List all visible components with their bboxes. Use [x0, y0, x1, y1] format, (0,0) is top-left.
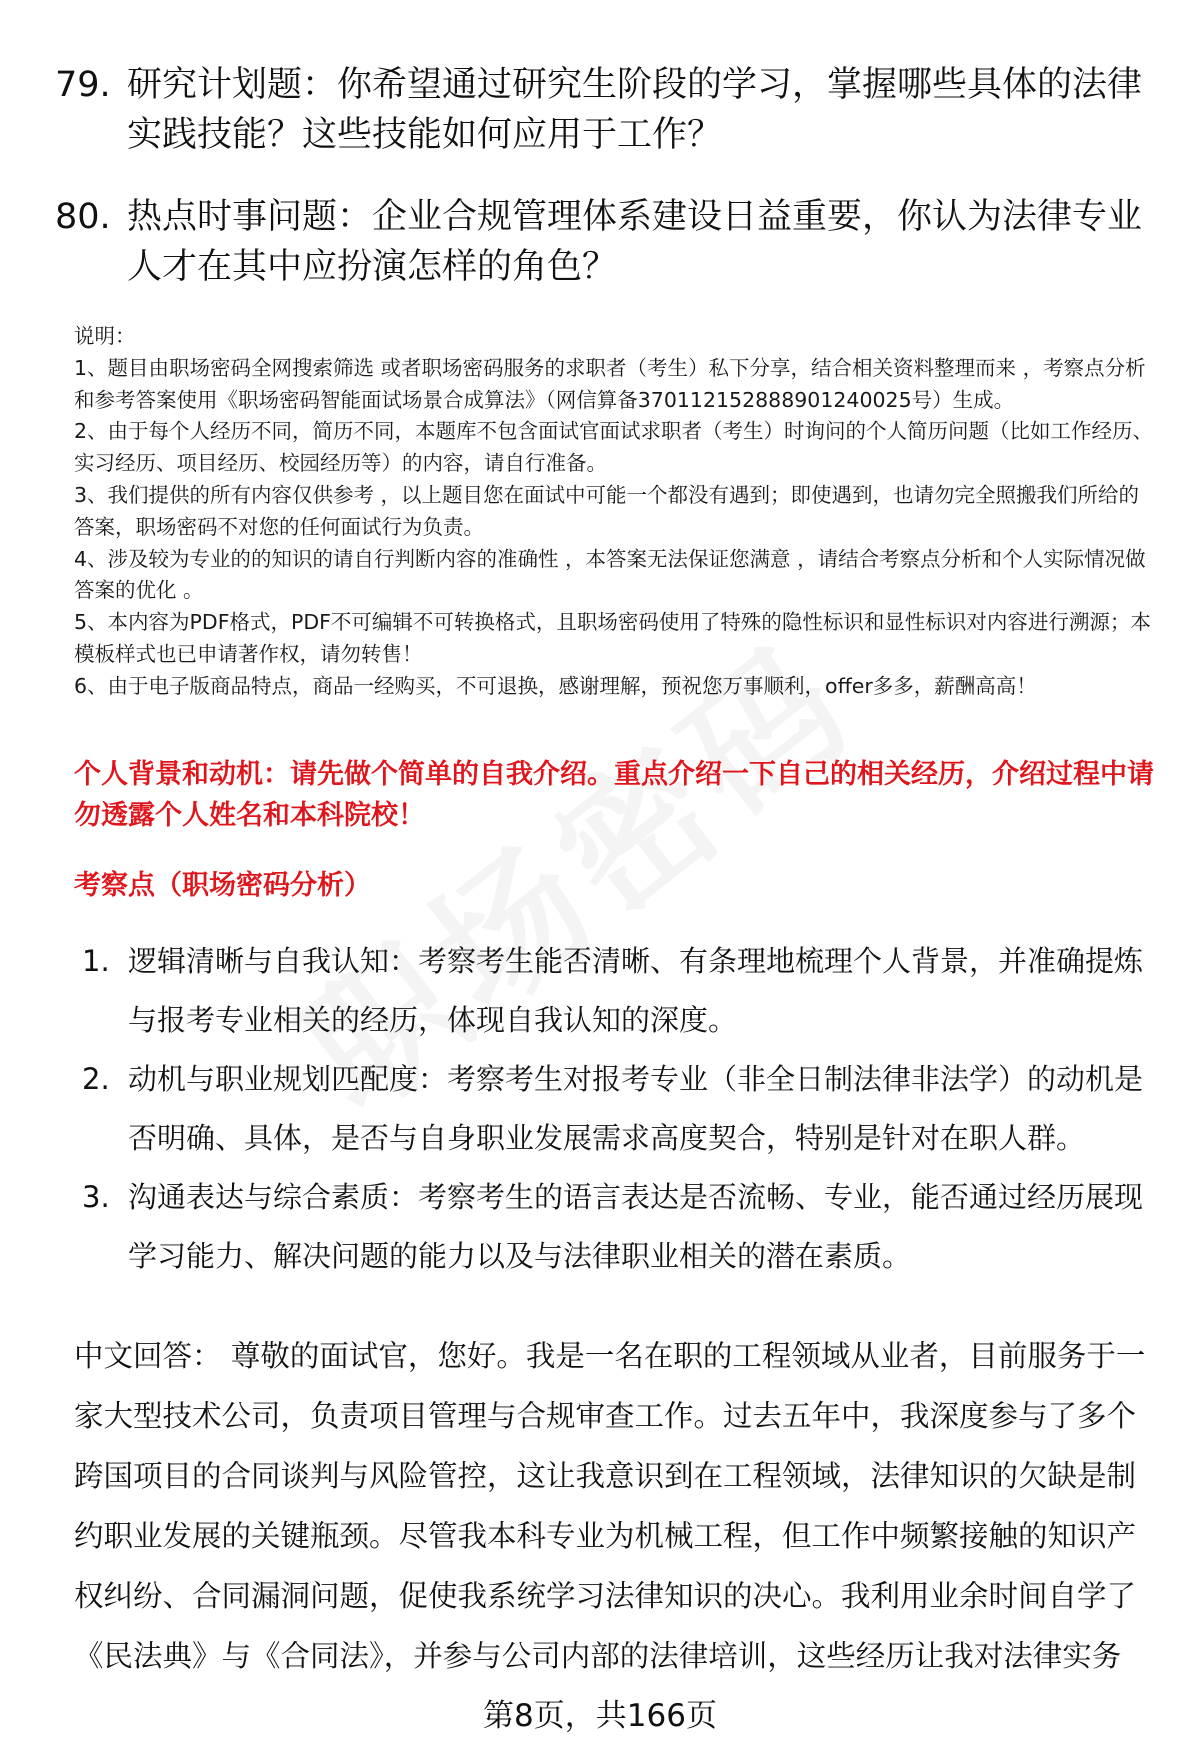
- point-number: 2.: [82, 1062, 110, 1096]
- point-text: 逻辑清晰与自我认知：考察考生能否清晰、有条理地梳理个人背景，并准确提炼与报考专业相关的经历，体现自我认知的深度。: [128, 944, 1144, 1037]
- interview-question: 个人背景和动机：请先做个简单的自我介绍。重点介绍一下自己的相关经历，介绍过程中请勿透露个人姓名和本科院校！: [74, 759, 1154, 831]
- point-number: 1.: [82, 944, 110, 978]
- question-80: [55, 192, 1145, 292]
- note-item: 5、本内容为PDF格式，PDF不可编辑不可转换格式，且职场密码使用了特殊的隐性标识和显性标识对内容进行溯源；本模板样式也已申请著作权，请勿转售！: [74, 610, 1151, 666]
- question-text: 热点时事问题：企业合规管理体系建设日益重要，你认为法律专业人才在其中应扮演怎样的角色？: [127, 197, 1143, 287]
- notes-title: 说明：: [74, 324, 136, 348]
- note-item: 3、我们提供的所有内容仅供参考 ，以上题目您在面试中可能一个都没有遇到；即使遇到，也请勿完全照搬我们所给的答案，职场密码不对您的任何面试行为负责。: [74, 482, 1140, 539]
- point-number: 3.: [82, 1180, 110, 1214]
- disclaimer-notes: [74, 321, 1154, 703]
- page-footer: 第8页，共166页: [483, 1698, 717, 1734]
- analysis-heading: 考察点（职场密码分析）: [74, 870, 371, 901]
- note-item: 2、由于每个人经历不同，简历不同，本题库不包含面试官面试求职者（考生）时询问的个人简历问题（比如工作经历、实习经历、项目经历、校园经历等）的内容，请自行准备。: [74, 419, 1154, 476]
- note-item: 6、由于电子版商品特点，商品一经购买，不可退换，感谢理解，预祝您万事顺利，offer多多，薪酬高高！: [74, 673, 1037, 698]
- question-number: 80.: [55, 197, 111, 237]
- question-number: 79.: [55, 65, 111, 105]
- answer-paragraph: 中文回答： 尊敬的面试官，您好。我是一名在职的工程领域从业者，目前服务于一家大型技术公司，负责项目管理与合规审查工作。过去五年中，我深度参与了多个跨国项目的合同谈判与风险管控，这让我意识到在工程领域，法律知识的欠缺是制约职业发展的关键瓶颈。尽管我本科专业为机械工程，但工作中频繁接触的知识产权纠纷、合同漏洞问题，促使我系统学习法律知识的决心。我利用业余时间自学了《民法典》与《合同法》，并参与公司内部的法律培训，这些经历让我对法律实务: [74, 1339, 1146, 1673]
- analysis-points: [82, 932, 1162, 1286]
- note-item: 4、涉及较为专业的的知识的请自行判断内容的准确性 ，本答案无法保证您满意 ，请结合考察点分析和个人实际情况做答案的优化 。: [74, 546, 1146, 603]
- analysis-point: [82, 932, 1162, 1050]
- analysis-point: [82, 1168, 1162, 1286]
- point-text: 动机与职业规划匹配度：考察考生对报考专业（非全日制法律非法学）的动机是否明确、具体，是否与自身职业发展需求高度契合，特别是针对在职人群。: [128, 1062, 1144, 1155]
- point-text: 沟通表达与综合素质：考察考生的语言表达是否流畅、专业，能否通过经历展现学习能力、解决问题的能力以及与法律职业相关的潜在素质。: [128, 1180, 1144, 1273]
- question-text: 研究计划题：你希望通过研究生阶段的学习，掌握哪些具体的法律实践技能？这些技能如何应用于工作？: [127, 65, 1143, 155]
- note-item: 1、题目由职场密码全网搜索筛选 或者职场密码服务的求职者（考生）私下分享，结合相关资料整理而来 ，考察点分析和参考答案使用《职场密码智能面试场景合成算法》（网信算备370112152888901240025号）生成。: [74, 355, 1146, 412]
- analysis-point: [82, 1050, 1162, 1168]
- question-79: [55, 60, 1145, 160]
